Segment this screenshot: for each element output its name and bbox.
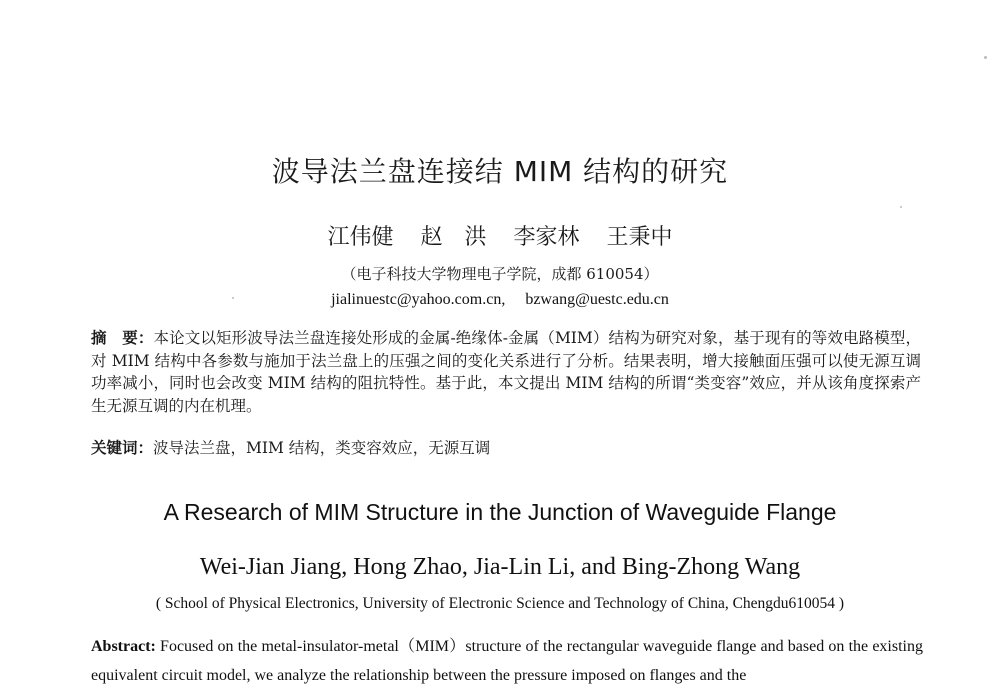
abstract-text: 本论文以矩形波导法兰盘连接处形成的金属-绝缘体-金属（MIM）结构为研究对象，基于现有的等效电路模型，对 MIM 结构中各参数与施加于法兰盘上的压强之间的变化关系进行了分析。结果表明，增大接触面压强可以使无源互调功率减小，同时也会改变 MIM 结构的阻抗特性。基于此，本文提出 MIM 结构的所谓“类变容”效应，并从该角度探索产生无源互调的内在机理。 (91, 329, 921, 415)
email-link[interactable]: jialinuestc@yahoo.com.cn, (331, 291, 506, 308)
author-name: 王秉中 (606, 225, 673, 250)
english-authors: Wei-Jian Jiang, Hong Zhao, Jia-Lin Li, and Bing-Zhong Wang (199, 554, 801, 580)
english-title: A Research of MIM Structure in the Junction of Waveguide Flange (163, 499, 837, 525)
abstract-label: 摘 要： (91, 329, 154, 347)
scan-speck (900, 206, 902, 208)
author-name: 赵 洪 (420, 225, 487, 250)
english-abstract (91, 632, 923, 690)
abstract-label: Abstract: (91, 638, 156, 655)
author-name: 李家林 (513, 225, 580, 250)
chinese-title: 波导法兰盘连接结 MIM 结构的研究 (271, 155, 729, 188)
chinese-affiliation: （电子科技大学物理电子学院，成都 610054） (341, 265, 659, 283)
author-name: 江伟健 (327, 225, 394, 250)
abstract-text: Focused on the metal-insulator-metal（MIM）structure of the rectangular waveguide flange and based on the existing equivalent circuit model, we analyze the relationship between the pressure imposed on flanges and the (91, 638, 923, 684)
keywords-label: 关键词： (91, 439, 154, 457)
author-emails (0, 291, 1000, 309)
english-affiliation: ( School of Physical Electronics, University of Electronic Science and Technology of China, Chengdu610054 ) (155, 595, 845, 612)
keywords-text: 波导法兰盘，MIM 结构，类变容效应，无源互调 (153, 439, 491, 457)
chinese-abstract (91, 327, 921, 417)
chinese-keywords (91, 437, 921, 459)
chinese-authors (0, 220, 1000, 251)
email-link[interactable]: bzwang@uestc.edu.cn (525, 291, 669, 308)
scan-speck (984, 56, 987, 59)
